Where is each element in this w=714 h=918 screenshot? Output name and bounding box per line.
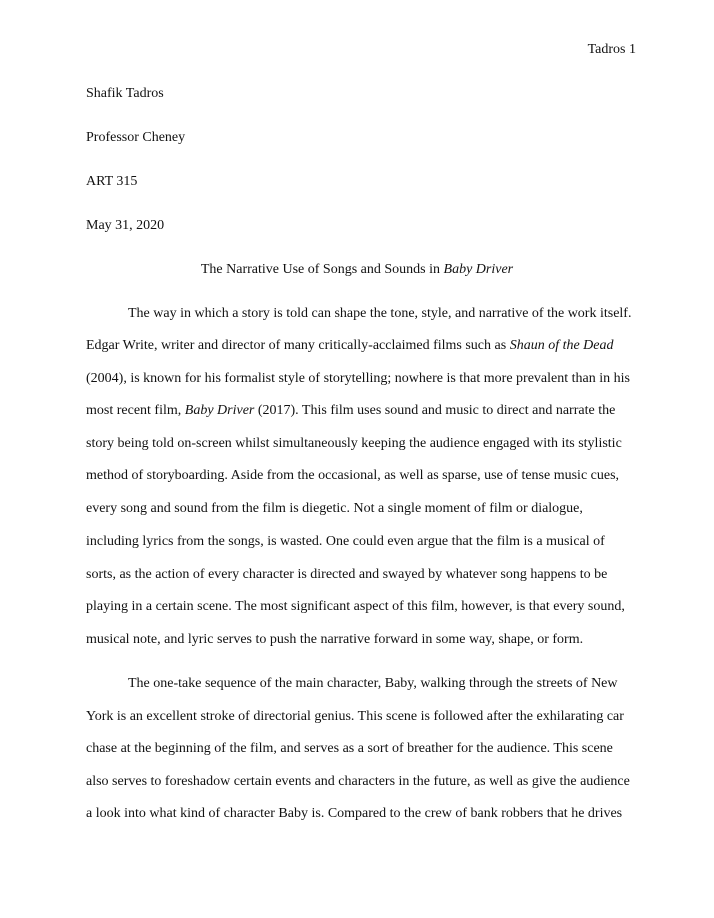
author-name: Shafik Tadros [86,86,164,101]
paragraph-line: sorts, as the action of every character is directed and swayed by whatever song happens to be [86,567,608,582]
paragraph-line: musical note, and lyric serves to push the narrative forward in some way, shape, or form. [86,632,584,647]
paragraph-line: The way in which a story is told can shape the tone, style, and narrative of the work itself. [128,306,632,321]
paragraph-line: a look into what kind of character Baby is. Compared to the crew of bank robbers that he drives [86,806,623,821]
date: May 31, 2020 [86,218,165,233]
essay-title [0,262,714,278]
essay-title-prefix: The Narrative Use of Songs and Sounds in [200,262,444,277]
paragraph-line: The one-take sequence of the main character, Baby, walking through the streets of New [128,676,618,691]
film-title: Baby Driver [184,403,255,418]
paragraph-line: also serves to foreshadow certain events and characters in the future, as well as give the audience [86,774,630,789]
line-text: Edgar Write, writer and director of many critically-acclaimed films such as [86,338,510,353]
paragraph-line: including lyrics from the songs, is wasted. One could even argue that the film is a musical of [86,534,605,549]
paragraph-line [86,338,614,354]
paragraph-line: chase at the beginning of the film, and serves as a sort of breather for the audience. This scene [86,741,613,756]
line-text: (2017). This film uses sound and music to direct and narrate the [254,403,616,418]
paragraph-line: story being told on-screen whilst simultaneously keeping the audience engaged with its stylistic [86,436,622,451]
paragraph-line: (2004), is known for his formalist style of storytelling; nowhere is that more prevalent than in his [86,371,630,386]
line-text: most recent film, [86,403,185,418]
page-header: Tadros 1 [587,42,636,57]
paragraph-line: every song and sound from the film is diegetic. Not a single moment of film or dialogue, [86,501,583,516]
paragraph-line: York is an excellent stroke of directorial genius. This scene is followed after the exhilarating car [86,709,624,724]
paragraph-line: method of storyboarding. Aside from the occasional, as well as sparse, use of tense music cues, [86,468,620,483]
film-title: Shaun of the Dead [509,338,614,353]
paragraph-line [86,403,615,419]
paragraph-line: playing in a certain scene. The most significant aspect of this film, however, is that every sound, [86,599,625,614]
course-code: ART 315 [86,174,138,189]
professor-name: Professor Cheney [86,130,186,145]
essay-title-film: Baby Driver [443,262,514,277]
